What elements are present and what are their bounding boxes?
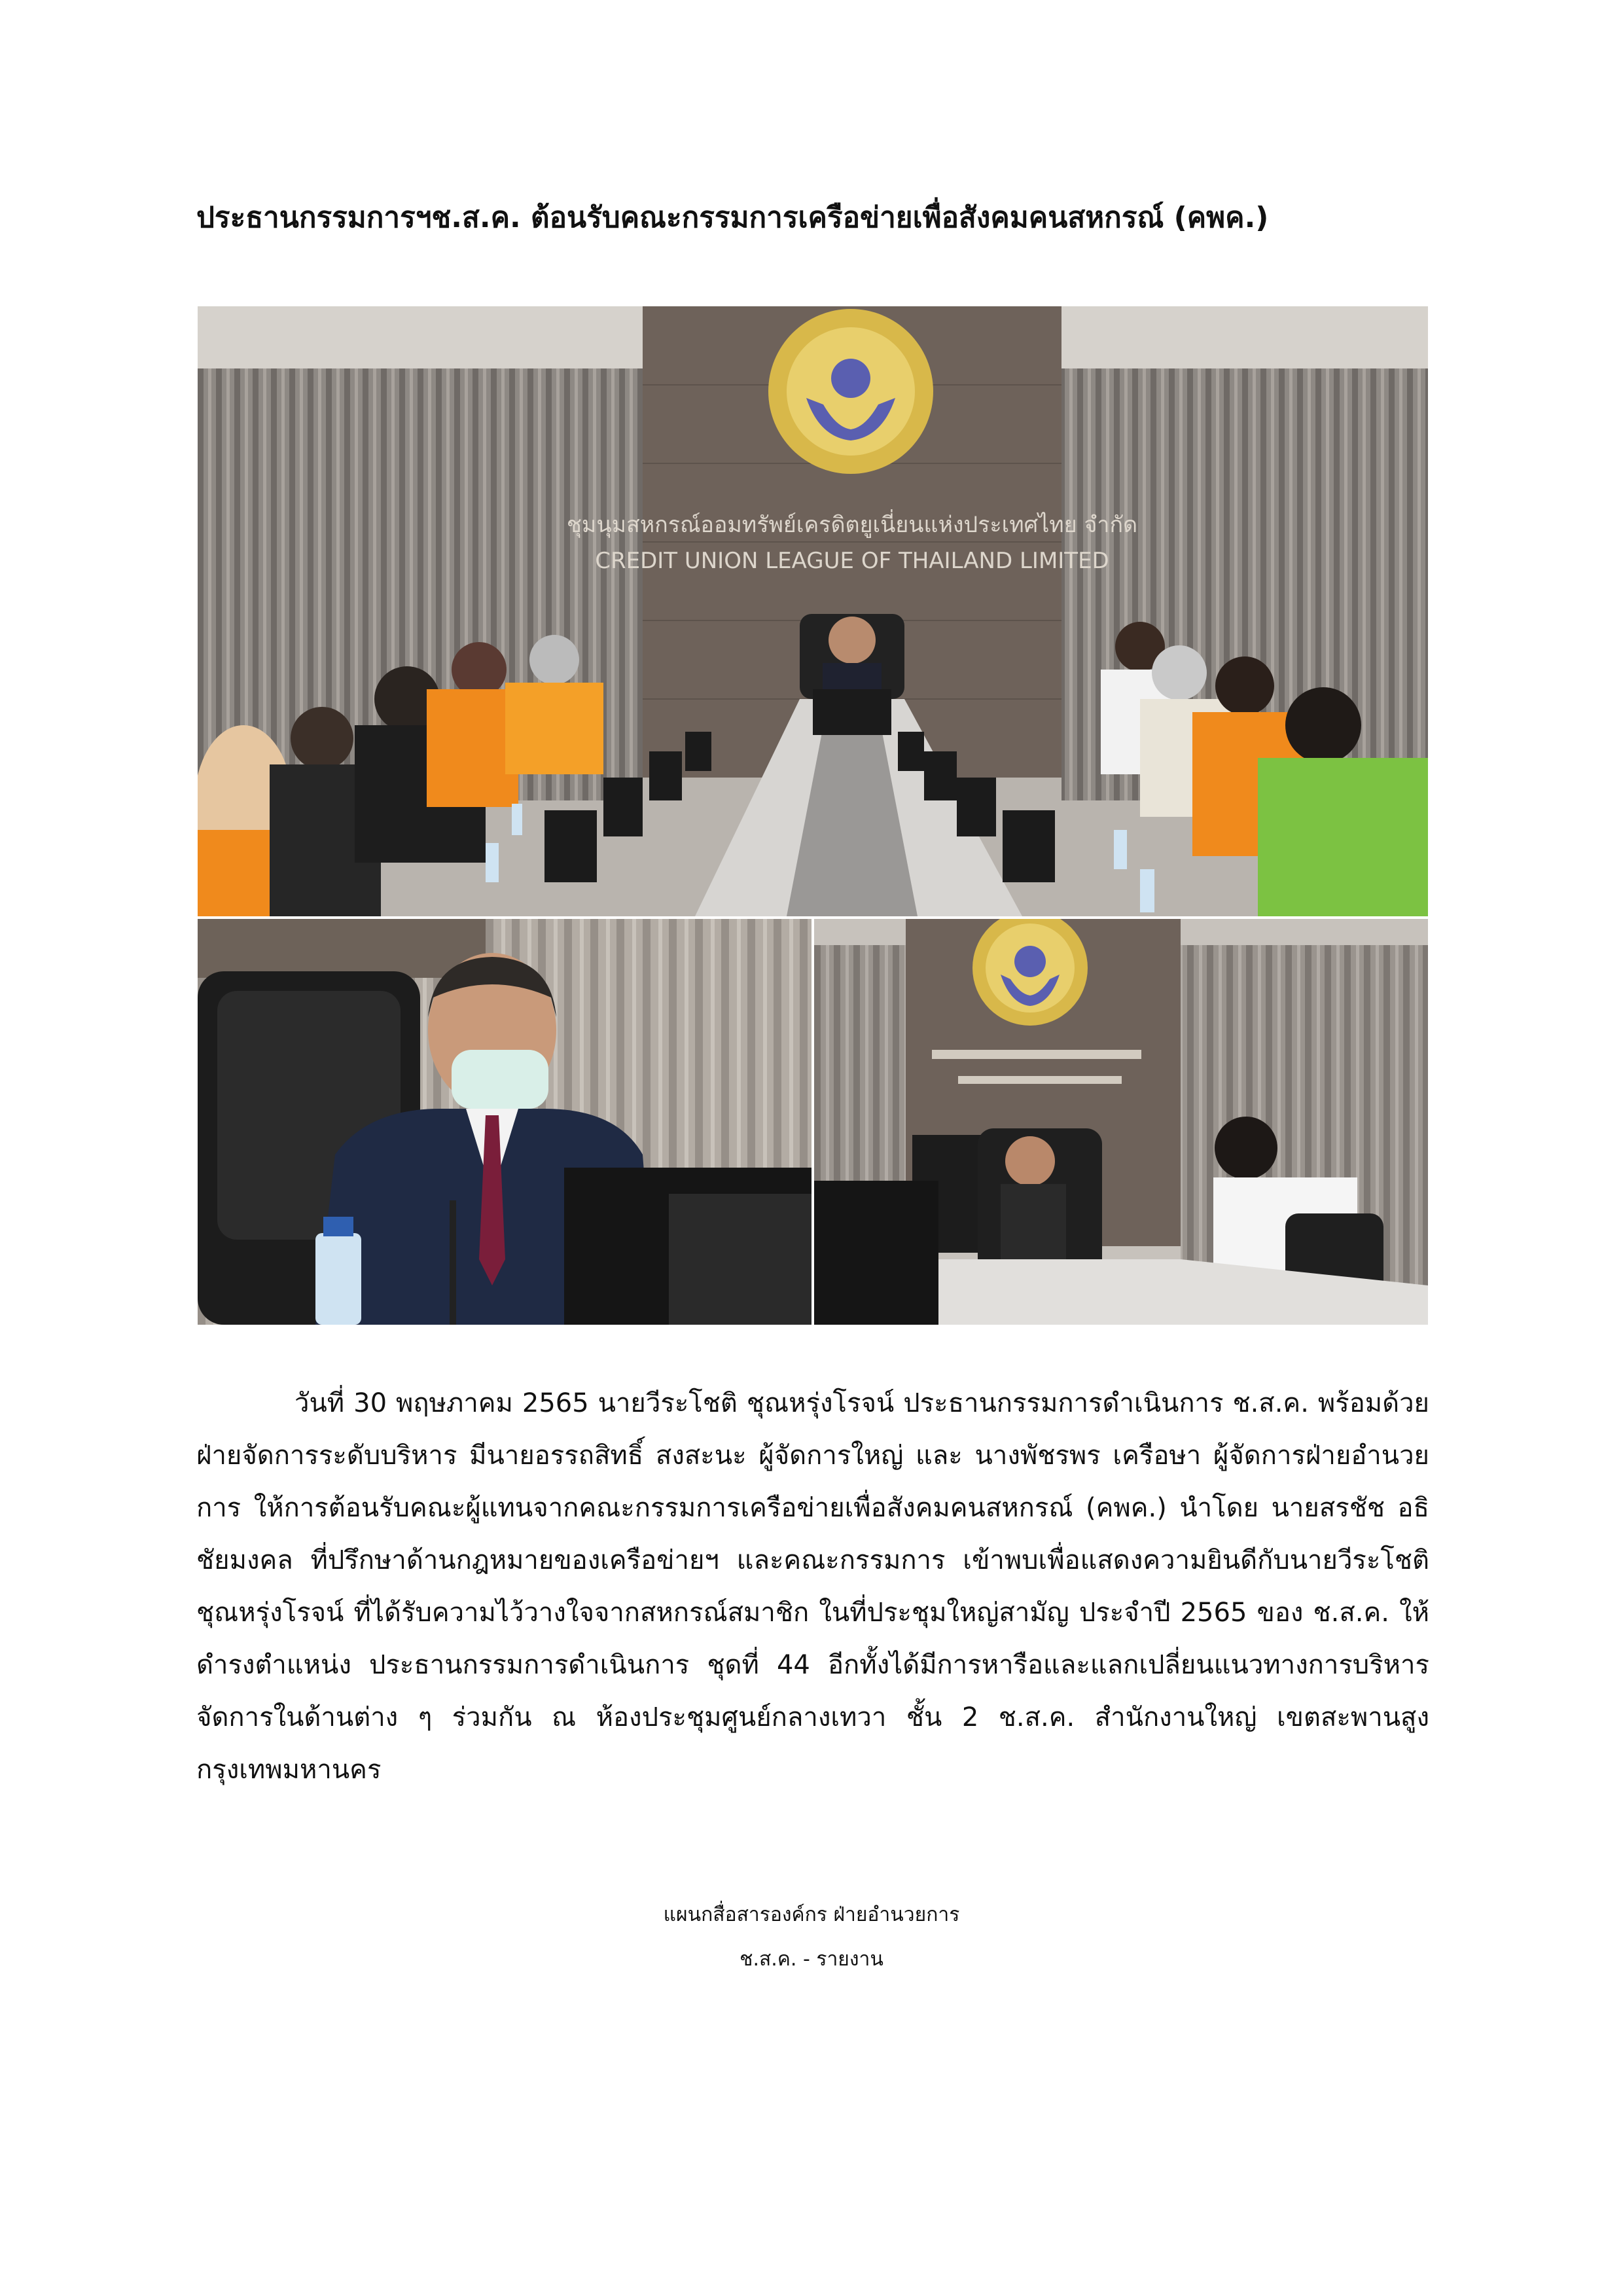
footer-report: ช.ส.ค. - รายงาน (740, 1948, 883, 1971)
article-title: ประธานกรรมการฯช.ส.ค. ต้อนรับคณะกรรมการเครือข่ายเพื่อสังคมคนสหกรณ์ (คพค.) (196, 201, 1269, 234)
article-body: วันที่ 30 พฤษภาคม 2565 นายวีระโชติ ชุณหรุ่งโรจน์ ประธานกรรมการดำเนินการ ช.ส.ค. พร้อมด้วยฝ่ายจัดการระดับบริหาร มีนายอรรถสิทธิ์ สงสะนะ ผู้จัดการใหญ่ และ นางพัชรพร เครือษา ผู้จัดการฝ่ายอำนวยการ ให้การต้อนรับคณะผู้แทนจากคณะกรรมการเครือข่ายเพื่อสังคมคนสหกรณ์ (คพค.) นำโดย นายสรชัช อธิชัยมงคล ที่ปรึกษาด้านกฎหมายของเครือข่ายฯ และคณะกรรมการ เข้าพบเพื่อแสดงความยินดีกับนายวีระโชติ ชุณหรุ่งโรจน์ ที่ได้รับความไว้วางใจจากสหกรณ์สมาชิก ในที่ประชุมใหญ่สามัญ ประจำปี 2565 ของ ช.ส.ค. ให้ดำรงตำแหน่ง ประธานกรรมการดำเนินการ ชุดที่ 44 อีกทั้งได้มีการหารือและแลกเปลี่ยนแนวทางการบริหารจัดการในด้านต่าง ๆ ร่วมกัน ณ ห้องประชุมศูนย์กลางเทวา ชั้น 2 ช.ส.ค. สำนักงานใหญ่ เขตสะพานสูง กรุงเทพมหานคร (196, 1388, 1429, 1785)
meeting-table-photo (814, 919, 1428, 1325)
wall-sign-english: CREDIT UNION LEAGUE OF THAILAND LIMITED (595, 548, 1109, 574)
meeting-room-photo (198, 306, 1428, 916)
chairman-closeup-photo (198, 919, 812, 1325)
wall-sign-thai: ชุมนุมสหกรณ์ออมทรัพย์เครดิตยูเนี่ยนแห่งประเทศไทย จำกัด (566, 512, 1138, 538)
footer-department: แผนกสื่อสารองค์กร ฝ่ายอำนวยการ (663, 1903, 960, 1926)
